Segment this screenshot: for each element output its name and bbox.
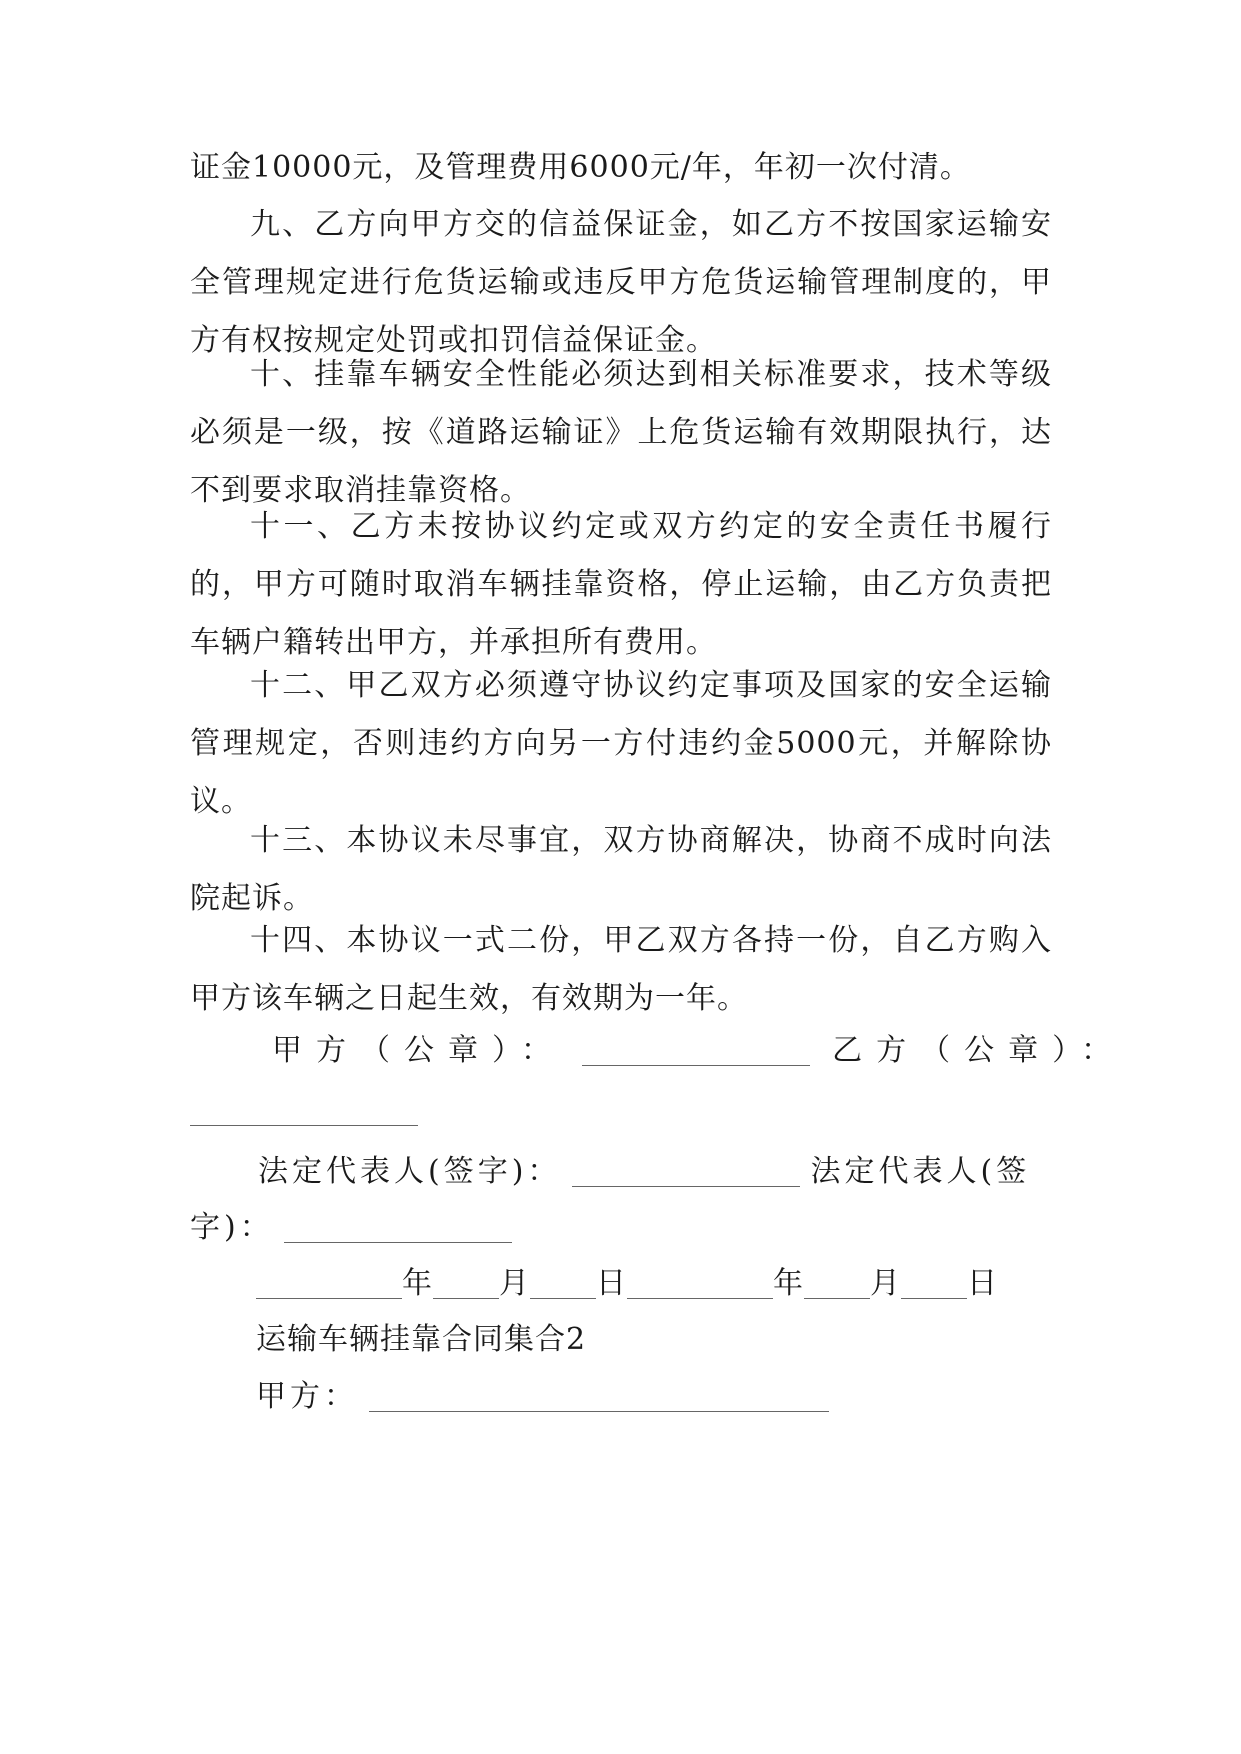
party-b-rep-label: 法定代表人(签: [810, 1154, 1031, 1189]
paragraph-clause-10: 十、挂靠车辆安全性能必须达到相关标准要求，技术等级必须是一级，按《道路运输证》上危货运输有效期限执行，达不到要求取消挂靠资格。: [190, 357, 1052, 508]
party-b-rep-blank: [284, 1208, 512, 1243]
paragraph-clause-13: 十三、本协议未尽事宜，双方协商解决，协商不成时向法院起诉。: [190, 823, 1052, 916]
party-b-month-blank: [804, 1264, 870, 1299]
next-party-a-blank: [369, 1377, 829, 1412]
paragraph-deposit: 证金10000元，及管理费用6000元/年，年初一次付清。: [190, 150, 971, 185]
party-a-seal-blank: [582, 1031, 810, 1066]
rep-line-2: [190, 1199, 512, 1257]
party-b-rep-label-cont: 字)：: [190, 1210, 274, 1245]
party-b-seal-blank-line: [190, 1082, 418, 1140]
paragraph-clause-9: 九、乙方向甲方交的信益保证金，如乙方不按国家运输安全管理规定进行危货运输或违反甲方危货运输管理制度的，甲方有权按规定处罚或扣罚信益保证金。: [190, 207, 1052, 358]
party-a-day-label: 日: [596, 1266, 627, 1301]
party-b-day-blank: [901, 1264, 967, 1299]
party-b-year-label: 年: [773, 1266, 804, 1301]
next-party-a-line: [256, 1368, 829, 1426]
next-contract-title: 运输车辆挂靠合同集合2: [256, 1322, 587, 1357]
party-b-month-label: 月: [870, 1266, 901, 1301]
party-a-month-label: 月: [499, 1266, 530, 1301]
party-a-seal-label: 甲方（公章）：: [272, 1033, 565, 1068]
paragraph-clause-11: 十一、乙方未按协议约定或双方约定的安全责任书履行的，甲方可随时取消车辆挂靠资格，停止运输，由乙方负责把车辆户籍转出甲方，并承担所有费用。: [190, 509, 1052, 660]
date-line: [256, 1255, 998, 1313]
seal-line: [272, 1022, 1125, 1080]
party-a-day-blank: [530, 1264, 596, 1299]
party-a-year-label: 年: [402, 1266, 433, 1301]
party-a-rep-label: 法定代表人(签字)：: [258, 1154, 562, 1189]
party-b-seal-blank: [190, 1091, 418, 1126]
paragraph-clause-14: 十四、本协议一式二份，甲乙双方各持一份，自乙方购入甲方该车辆之日起生效，有效期为一年。: [190, 923, 1052, 1016]
party-b-seal-label: 乙方（公章）：: [832, 1033, 1126, 1068]
party-a-month-blank: [433, 1264, 499, 1299]
party-b-day-label: 日: [967, 1266, 998, 1301]
party-b-year-blank: [627, 1264, 773, 1299]
next-party-a-label: 甲方：: [256, 1379, 358, 1414]
party-a-year-blank: [256, 1264, 402, 1299]
party-a-rep-blank: [572, 1152, 800, 1187]
rep-line: [258, 1143, 1030, 1201]
paragraph-clause-12: 十二、甲乙双方必须遵守协议约定事项及国家的安全运输管理规定，否则违约方向另一方付违约金5000元，并解除协议。: [190, 668, 1052, 819]
